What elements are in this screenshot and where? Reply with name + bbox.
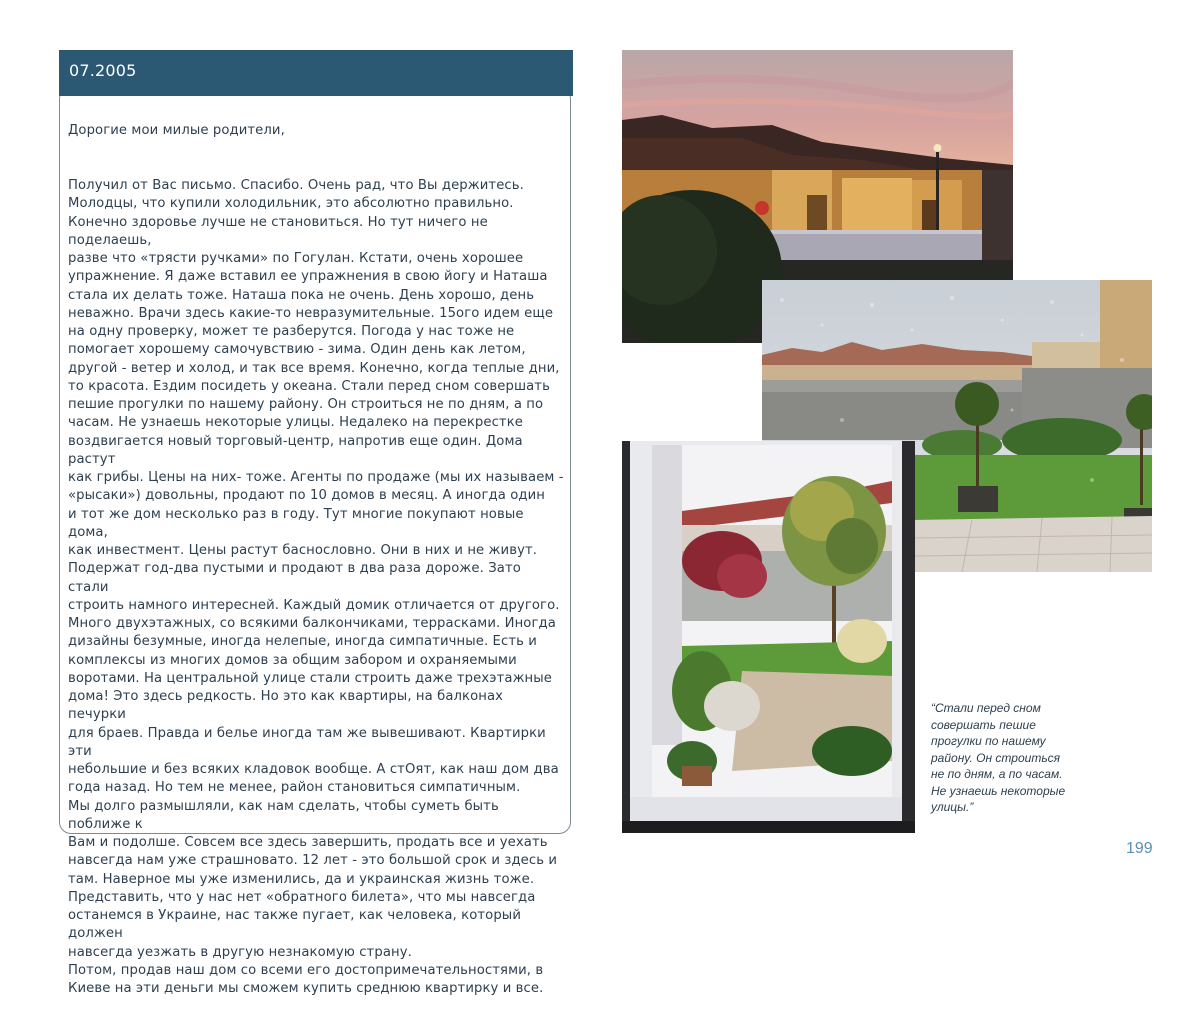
letter-text: [68, 104, 564, 1017]
letter-greeting: Дорогие мои милые родители,: [68, 123, 285, 139]
page-number: 199: [1126, 840, 1153, 857]
photo-caption: “Стали перед сном совершать пешие прогулки по нашему району. Он строиться не по дням, а по часам. Не узнаешь некоторые улицы.”: [931, 701, 1066, 814]
letter-body: Получил от Вас письмо. Спасибо. Очень рад, что Вы держитесь. Молодцы, что купили холодильник, это абсолютно правильно. Конечно здоровье лучше не становиться. Но тут ничего не поделаешь, разве что «трясти ручками» по Гогулан. Кстати, очень хорошее упражнение. Я даже вставил ее упражнения в свою йогу и Наташа стала их делать тоже. Наташа пока не очень. День хорошо, день неважно. Врачи здесь какие-то невразумительные. 15ого идем еще на одну проверку, может те разберутся. Погода у нас тоже не помогает хорошему самочувствию - зима. Один день как летом, другой - ветер и холод, и так все время. Конечно, когда теплые дни, то красота. Ездим посидеть у океана. Стали перед сном совершать пешие прогулки по нашему району. Он строиться не по дням, а по часам. Не узнаешь некоторые улицы. Недалеко на перекрестке воздвигается новый торговый-центр, напротив еще один. Дома растут как грибы. Цены на них- тоже. Агенты по продаже (мы их называем - «рысаки») довольны, продают по 10 домов в месяц. А иногда один и тот же дом несколько раз в году. Тут многие покупают новые дома, как инвестмент. Цены растут баснословно. Они в них и не живут. Подержат год-два пустыми и продают в два раза дороже. Зато стали строить намного интересней. Каждый домик отличается от другого. Много двухэтажных, со всякими балкончиками, террасками. Иногда дизайны безумные, иногда нелепые, иногда симпатичные. Есть и комплексы из многих домов за общим забором и охраняемыми воротами. На центральной улице стали строить даже трехэтажные дома! Это здесь редкость. Но это как квартиры, на балконах печурки для браев. Правда и белье иногда там же вывешивают. Квартирки эти небольшие и без всяких кладовок вообще. А стОят, как наш дом два года назад. Но тем не менее, район становиться симпатичным. Мы долго размышляли, как нам сделать, чтобы суметь быть поближе к Вам и подолше. Совсем все здесь завершить, продать все и уехать навсегда нам уже страшновато. 12 лет - это большой срок и здесь и там. Наверное мы уже изменились, да и украинская жизнь тоже. Представить, что у нас нет «обратного билета», что мы навсегда останемся в Украине, нас также пугает, как человека, который должен навсегда уезжать в другую незнакомую страну. Потом, продав наш дом со всеми его достопримечательностями, в Киеве на эти деньги мы сможем купить среднюю квартирку и все.: [68, 178, 564, 996]
photo-garden-window: [622, 441, 915, 833]
letter-date: 07.2005: [69, 61, 137, 80]
letter-box: [59, 87, 571, 996]
date-header-bar: [59, 50, 573, 96]
